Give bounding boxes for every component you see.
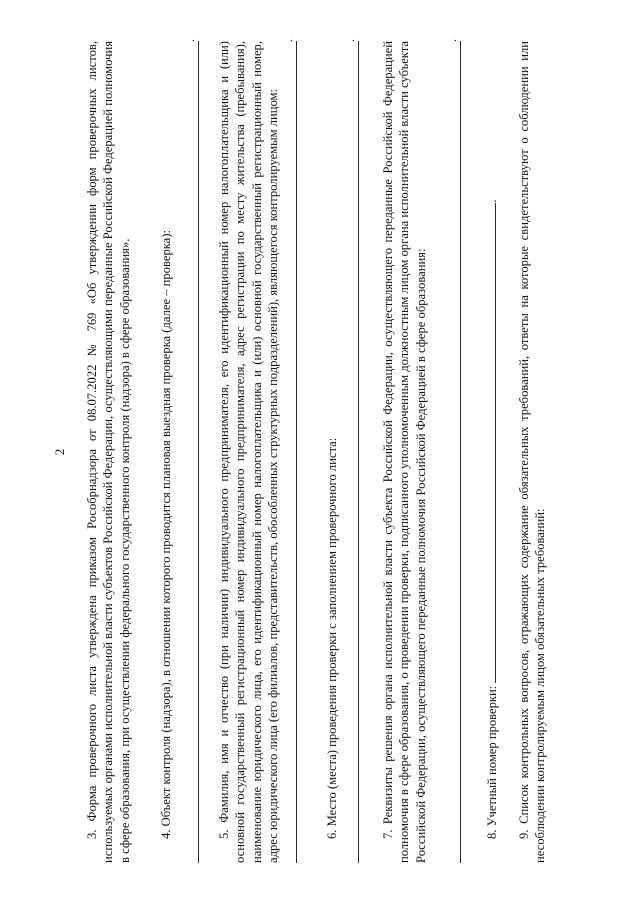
blank-line-object bbox=[198, 41, 199, 863]
paragraph-4: 4. Объект контроля (надзора), в отношении которого проводится плановая выездная проверка (далее – проверка): bbox=[159, 230, 173, 839]
line-end-dot: . bbox=[445, 39, 459, 42]
paragraph-5: 5. Фамилия, имя и отчество (при наличии) индивидуального предпринимателя, его идентификационный номер налогоплательщика и (или) основной государственный регистрационный номер индивидуального предпринимателя, адрес регистрации по месту жительства (пребывания), наименование юридического лица, его идентификационный номер налогоплательщика и (или) основной государственный регистрационный номер, адрес юридического лица (его филиалов, представительств, обособленных структурных подразделений), являющегося контролируемым лицом: bbox=[217, 41, 281, 863]
blank-line-check-number bbox=[495, 203, 496, 683]
paragraph-9: 9. Список контрольных вопросов, отражающих содержание обязательных требований, ответы на которые свидетельствуют о соблюдении или несоблюдении контролируемым лицом обязательных требований: bbox=[517, 41, 548, 863]
blank-line-decision bbox=[460, 41, 461, 863]
line-end-dot: . bbox=[343, 39, 357, 42]
line-end-dot: . bbox=[485, 199, 499, 203]
line-end-dot: . bbox=[183, 39, 197, 42]
rotated-sheet bbox=[40, 37, 600, 867]
paragraph-6: 6. Место (места) проведения проверки с заполнением проверочного листа: bbox=[325, 437, 339, 839]
blank-line-place bbox=[358, 41, 359, 863]
paragraph-8 bbox=[484, 41, 500, 863]
blank-line-controlled-person bbox=[296, 41, 297, 863]
paragraph-8-label: 8. Учетный номер проверки: bbox=[485, 685, 499, 839]
paragraph-7: 7. Реквизиты решения органа исполнительной власти субъекта Российской Федерации, осуществляющего переданные Российской Федерацией полномочия в сфере образования, о проведении проверки, подписанного уполномоченным должностным лицом органа исполнительной власти субъекта Российской Федерации, осуществляющего переданные полномочия Российской Федерацией в сфере образования: bbox=[381, 41, 428, 863]
page-number: 2 bbox=[52, 448, 67, 456]
line-end-dot: . bbox=[281, 39, 295, 42]
paragraph-3: 3. Форма проверочного листа утверждена приказом Рособрнадзора от 08.07.2022 № 769 «Об утверждении форм проверочных листов, используемых органами исполнительной власти субъектов Российской Федерации, осуществляющими переданные Российской Федерацией полномочия в сфере образования, при осуществлении федерального государственного контроля (надзора) в сфере образования». bbox=[85, 41, 132, 863]
